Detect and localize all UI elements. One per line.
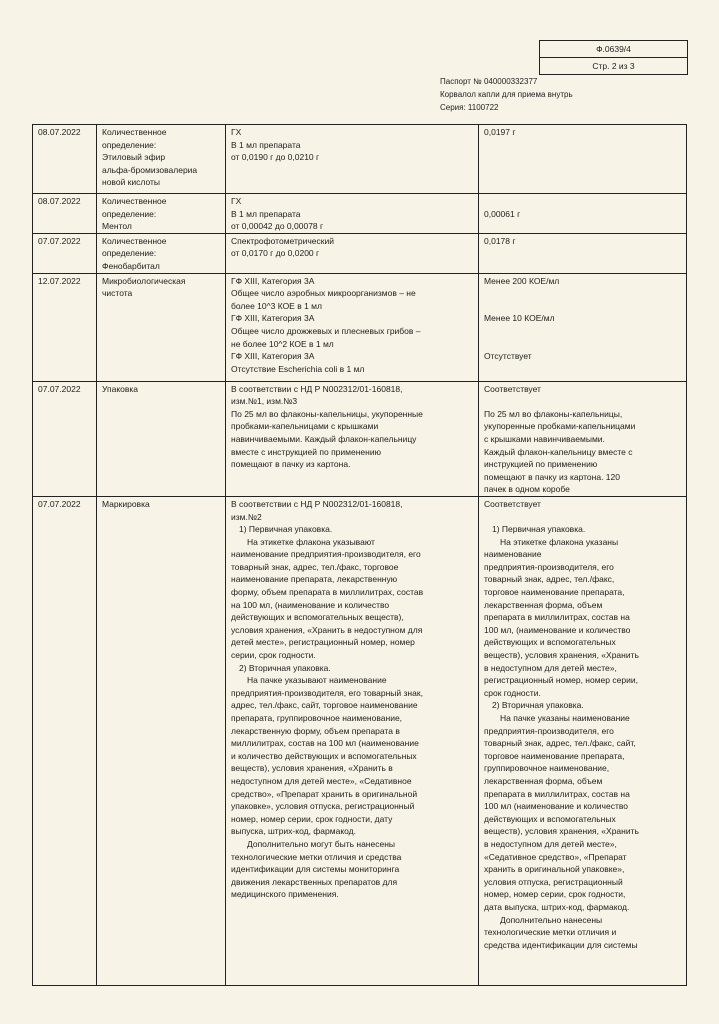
test-results-table: [32, 124, 687, 986]
method-line: 2) Вторичная упаковка.: [239, 662, 331, 673]
method-line: от 0,0190 г до 0,0210 г: [231, 152, 320, 163]
method-line: предприятия-производителя, его товарный знак,: [231, 687, 423, 698]
date-cell: 08.07.2022: [33, 194, 97, 234]
test-name-cell: [97, 273, 226, 381]
date-cell: 12.07.2022: [33, 273, 97, 381]
result-line: Соответствует: [484, 383, 541, 394]
result-line: торговое наименование препарата,: [484, 587, 625, 598]
method-line: пробками-капельницами с крышками: [231, 421, 379, 432]
method-line: товарный знак, адрес, тел./факс, торговое: [231, 561, 399, 572]
method-line: более 10^3 КОЕ в 1 мл: [231, 300, 322, 311]
method-line: упаковке», условия отпуска, регистрационный: [231, 801, 415, 812]
method-line: На этикетке флакона указывают: [247, 536, 375, 547]
method-line: препарата, группировочное наименование,: [231, 713, 403, 723]
result-line: 0,0197 г: [484, 127, 516, 137]
result-line: Каждый флакон-капельницу вместе с: [484, 446, 633, 457]
method-line: на 100 мл, (наименование и количество: [231, 599, 390, 610]
result-line: веществ), условия хранения, «Хранить: [484, 650, 639, 661]
form-code-box: [539, 40, 688, 75]
result-line: группировочное наименование,: [484, 763, 610, 774]
result-cell: [479, 233, 687, 273]
method-line: На пачке указывают наименование: [247, 675, 387, 686]
result-cell: [479, 381, 687, 496]
method-line: технологические метки отличия и средства: [231, 851, 402, 862]
date-cell: 07.07.2022: [33, 233, 97, 273]
table-row: [33, 233, 687, 273]
method-line: В 1 мл препарата: [231, 208, 301, 219]
result-line: 100 мл, (наименование и количество: [484, 624, 631, 635]
result-line: препарата в миллилитрах, состав на: [484, 612, 630, 623]
result-line: 1) Первичная упаковка.: [492, 524, 586, 535]
result-line: инструкцией по применению: [484, 459, 598, 470]
test-name-line: Количественное: [102, 235, 167, 246]
result-line: предприятия-производителя, его: [484, 725, 614, 736]
method-line: помещают в пачку из картона.: [231, 459, 351, 470]
result-cell: [479, 273, 687, 381]
date-cell: 07.07.2022: [33, 381, 97, 496]
method-cell: [226, 194, 479, 234]
test-name-line: Количественное: [102, 127, 167, 137]
result-line: препарата в миллилитрах, состав на: [484, 788, 630, 799]
result-line: хранить в оригинальной упаковке»,: [484, 864, 625, 875]
method-line: форму, объем препарата в миллилитрах, состав: [231, 587, 424, 598]
date-cell: 08.07.2022: [33, 125, 97, 194]
product-name: Корвалол капли для приема внутрь: [440, 90, 573, 99]
date-cell: 07.07.2022: [33, 496, 97, 985]
result-line: лекарственная форма, объем: [484, 775, 603, 786]
result-line: действующих и вспомогательных: [484, 637, 616, 648]
result-line: [484, 300, 681, 313]
method-line: Общее число аэробных микроорганизмов – не: [231, 288, 416, 299]
method-line: веществ), условия хранения, «Хранить в: [231, 763, 393, 774]
result-line: предприятия-производителя, его: [484, 561, 614, 572]
result-line: [484, 287, 681, 300]
method-cell: [226, 496, 479, 985]
method-line: ГФ XIII, Категория 3А: [231, 351, 315, 362]
result-line: в недоступном для детей месте»,: [484, 838, 617, 849]
result-line: с крышками навинчиваемыми.: [484, 433, 605, 444]
method-line: ГХ: [231, 127, 242, 137]
result-line: [484, 325, 681, 338]
method-line: изм.№2: [231, 511, 262, 522]
method-line: По 25 мл во флаконы-капельницы, укупоренные: [231, 408, 423, 419]
result-line: Соответствует: [484, 498, 541, 509]
method-line: адрес, тел./факс, сайт, торговое наименование: [231, 700, 418, 711]
method-line: В соответствии с НД Р N002312/01-160818,: [231, 498, 403, 509]
form-code: Ф.0639/4: [540, 41, 687, 58]
result-line: веществ), условия хранения, «Хранить: [484, 826, 639, 837]
method-line: медицинского применения.: [231, 889, 339, 900]
test-name-line: Ментол: [102, 221, 132, 232]
result-line: регистрационный номер, номер серии,: [484, 675, 638, 686]
result-line: Менее 10 КОЕ/мл: [484, 313, 555, 324]
method-line: лекарственную форму, объем препарата в: [231, 725, 400, 736]
result-line: [484, 195, 681, 208]
result-line: укупоренные пробками-капельницами: [484, 421, 636, 432]
method-line: не более 10^2 КОЕ в 1 мл: [231, 338, 334, 349]
test-name-line: Фенобарбитал: [102, 260, 160, 271]
method-line: от 0,00042 до 0,00078 г: [231, 221, 324, 232]
test-name-line: Упаковка: [102, 383, 139, 394]
method-cell: [226, 273, 479, 381]
result-line: По 25 мл во флаконы-капельницы,: [484, 408, 623, 419]
test-name-line: определение:: [102, 208, 157, 219]
result-line: 2) Вторичная упаковка.: [492, 700, 584, 711]
method-line: изм.№1, изм.№3: [231, 396, 298, 407]
method-line: средство», «Препарат хранить в оригинальной: [231, 788, 418, 799]
method-line: и количество действующих и вспомогательных: [231, 750, 417, 761]
result-line: На пачке указаны наименование: [500, 713, 630, 723]
result-cell: [479, 194, 687, 234]
test-name-line: альфа-бромизовалериа: [102, 164, 198, 175]
table-row: [33, 381, 687, 496]
result-line: 100 мл (наименование и количество: [484, 801, 628, 812]
method-line: движения лекарственных препаратов для: [231, 876, 398, 887]
test-name-line: новой кислоты: [102, 177, 160, 188]
result-line: торговое наименование препарата,: [484, 750, 625, 761]
method-line: Дополнительно могут быть нанесены: [247, 838, 395, 849]
test-name-line: определение:: [102, 248, 157, 259]
result-line: действующих и вспомогательных: [484, 813, 616, 824]
result-line: 0,00061 г: [484, 208, 521, 219]
method-line: ГФ XIII, Категория 3А: [231, 275, 315, 286]
test-name-line: Этиловый эфир: [102, 152, 166, 163]
test-name-line: Количественное: [102, 196, 167, 206]
test-name-cell: [97, 233, 226, 273]
table-row: [33, 496, 687, 985]
result-line: товарный знак, адрес, тел./факс,: [484, 574, 615, 585]
page-number: Стр. 2 из 3: [592, 61, 635, 71]
result-line: [484, 338, 681, 351]
result-line: 0,0178 г: [484, 235, 516, 246]
method-line: выпуска, штрих-код, фармакод.: [231, 826, 356, 837]
method-line: ГФ XIII, Категория 3А: [231, 313, 315, 324]
passport-number: Паспорт № 040000332377: [440, 77, 538, 86]
test-name-line: определение:: [102, 139, 157, 150]
method-line: идентификации для системы мониторинга: [231, 864, 400, 875]
result-line: «Седативное средство», «Препарат: [484, 851, 627, 862]
method-line: 1) Первичная упаковка.: [239, 524, 333, 535]
method-line: ГХ: [231, 196, 242, 206]
result-line: Отсутствует: [484, 351, 532, 362]
result-line: наименование: [484, 549, 542, 560]
table-row: [33, 273, 687, 381]
method-line: условия хранения, «Хранить в недоступном для: [231, 624, 423, 635]
table-row: [33, 125, 687, 194]
result-line: технологические метки отличия и: [484, 927, 617, 938]
method-line: наименование препарата, лекарственную: [231, 574, 398, 585]
result-line: номер, номер серии, срок годности,: [484, 889, 626, 900]
test-name-line: чистота: [102, 288, 133, 299]
result-line: помещают в пачку из картона. 120: [484, 471, 620, 482]
test-name-cell: [97, 381, 226, 496]
method-line: вместе с инструкцией по применению: [231, 446, 381, 457]
result-line: [484, 395, 681, 408]
result-line: средства идентификации для системы: [484, 939, 638, 950]
result-line: Менее 200 КОЕ/мл: [484, 275, 560, 286]
method-line: недоступном для детей месте», «Седативное: [231, 775, 412, 786]
method-line: Спектрофотометрический: [231, 235, 334, 246]
method-line: миллилитрах, состав на 100 мл (наименование: [231, 738, 419, 749]
document-meta: [440, 75, 573, 114]
table-row: [33, 194, 687, 234]
result-line: товарный знак, адрес, тел./факс, сайт,: [484, 738, 636, 749]
result-line: лекарственная форма, объем: [484, 599, 603, 610]
result-cell: [479, 125, 687, 194]
method-line: навинчиваемыми. Каждый флакон-капельницу: [231, 433, 417, 444]
method-line: от 0,0170 г до 0,0200 г: [231, 248, 320, 259]
test-name-cell: [97, 194, 226, 234]
method-line: номер, номер серии, срок годности, дату: [231, 813, 393, 824]
result-line: Дополнительно нанесены: [500, 914, 603, 925]
method-line: Отсутствие Escherichia coli в 1 мл: [231, 363, 365, 374]
result-line: дата выпуска, штрих-код, фармакод.: [484, 901, 630, 912]
result-line: [484, 511, 681, 524]
result-cell: [479, 496, 687, 985]
result-line: в недоступном для детей месте»,: [484, 662, 617, 673]
test-name-cell: [97, 125, 226, 194]
result-line: На этикетке флакона указаны: [500, 536, 619, 547]
test-name-line: Микробиологическая: [102, 275, 186, 286]
test-name-cell: [97, 496, 226, 985]
result-line: условия отпуска, регистрационный: [484, 876, 623, 887]
test-name-line: Маркировка: [102, 498, 150, 509]
test-results-body: [33, 125, 687, 986]
method-cell: [226, 233, 479, 273]
series-number: Серия: 1100722: [440, 103, 499, 112]
method-line: наименование предприятия-производителя, его: [231, 549, 421, 560]
method-line: действующих и вспомогательных веществ),: [231, 612, 404, 623]
method-line: В 1 мл препарата: [231, 139, 301, 150]
method-line: серии, срок годности.: [231, 650, 316, 661]
method-line: В соответствии с НД Р N002312/01-160818,: [231, 383, 403, 394]
method-cell: [226, 125, 479, 194]
method-cell: [226, 381, 479, 496]
method-line: детей месте», регистрационный номер, номер: [231, 637, 415, 648]
result-line: пачек в одном коробе: [484, 484, 570, 495]
result-line: срок годности.: [484, 687, 541, 698]
method-line: Общее число дрожжевых и плесневых грибов –: [231, 325, 421, 336]
